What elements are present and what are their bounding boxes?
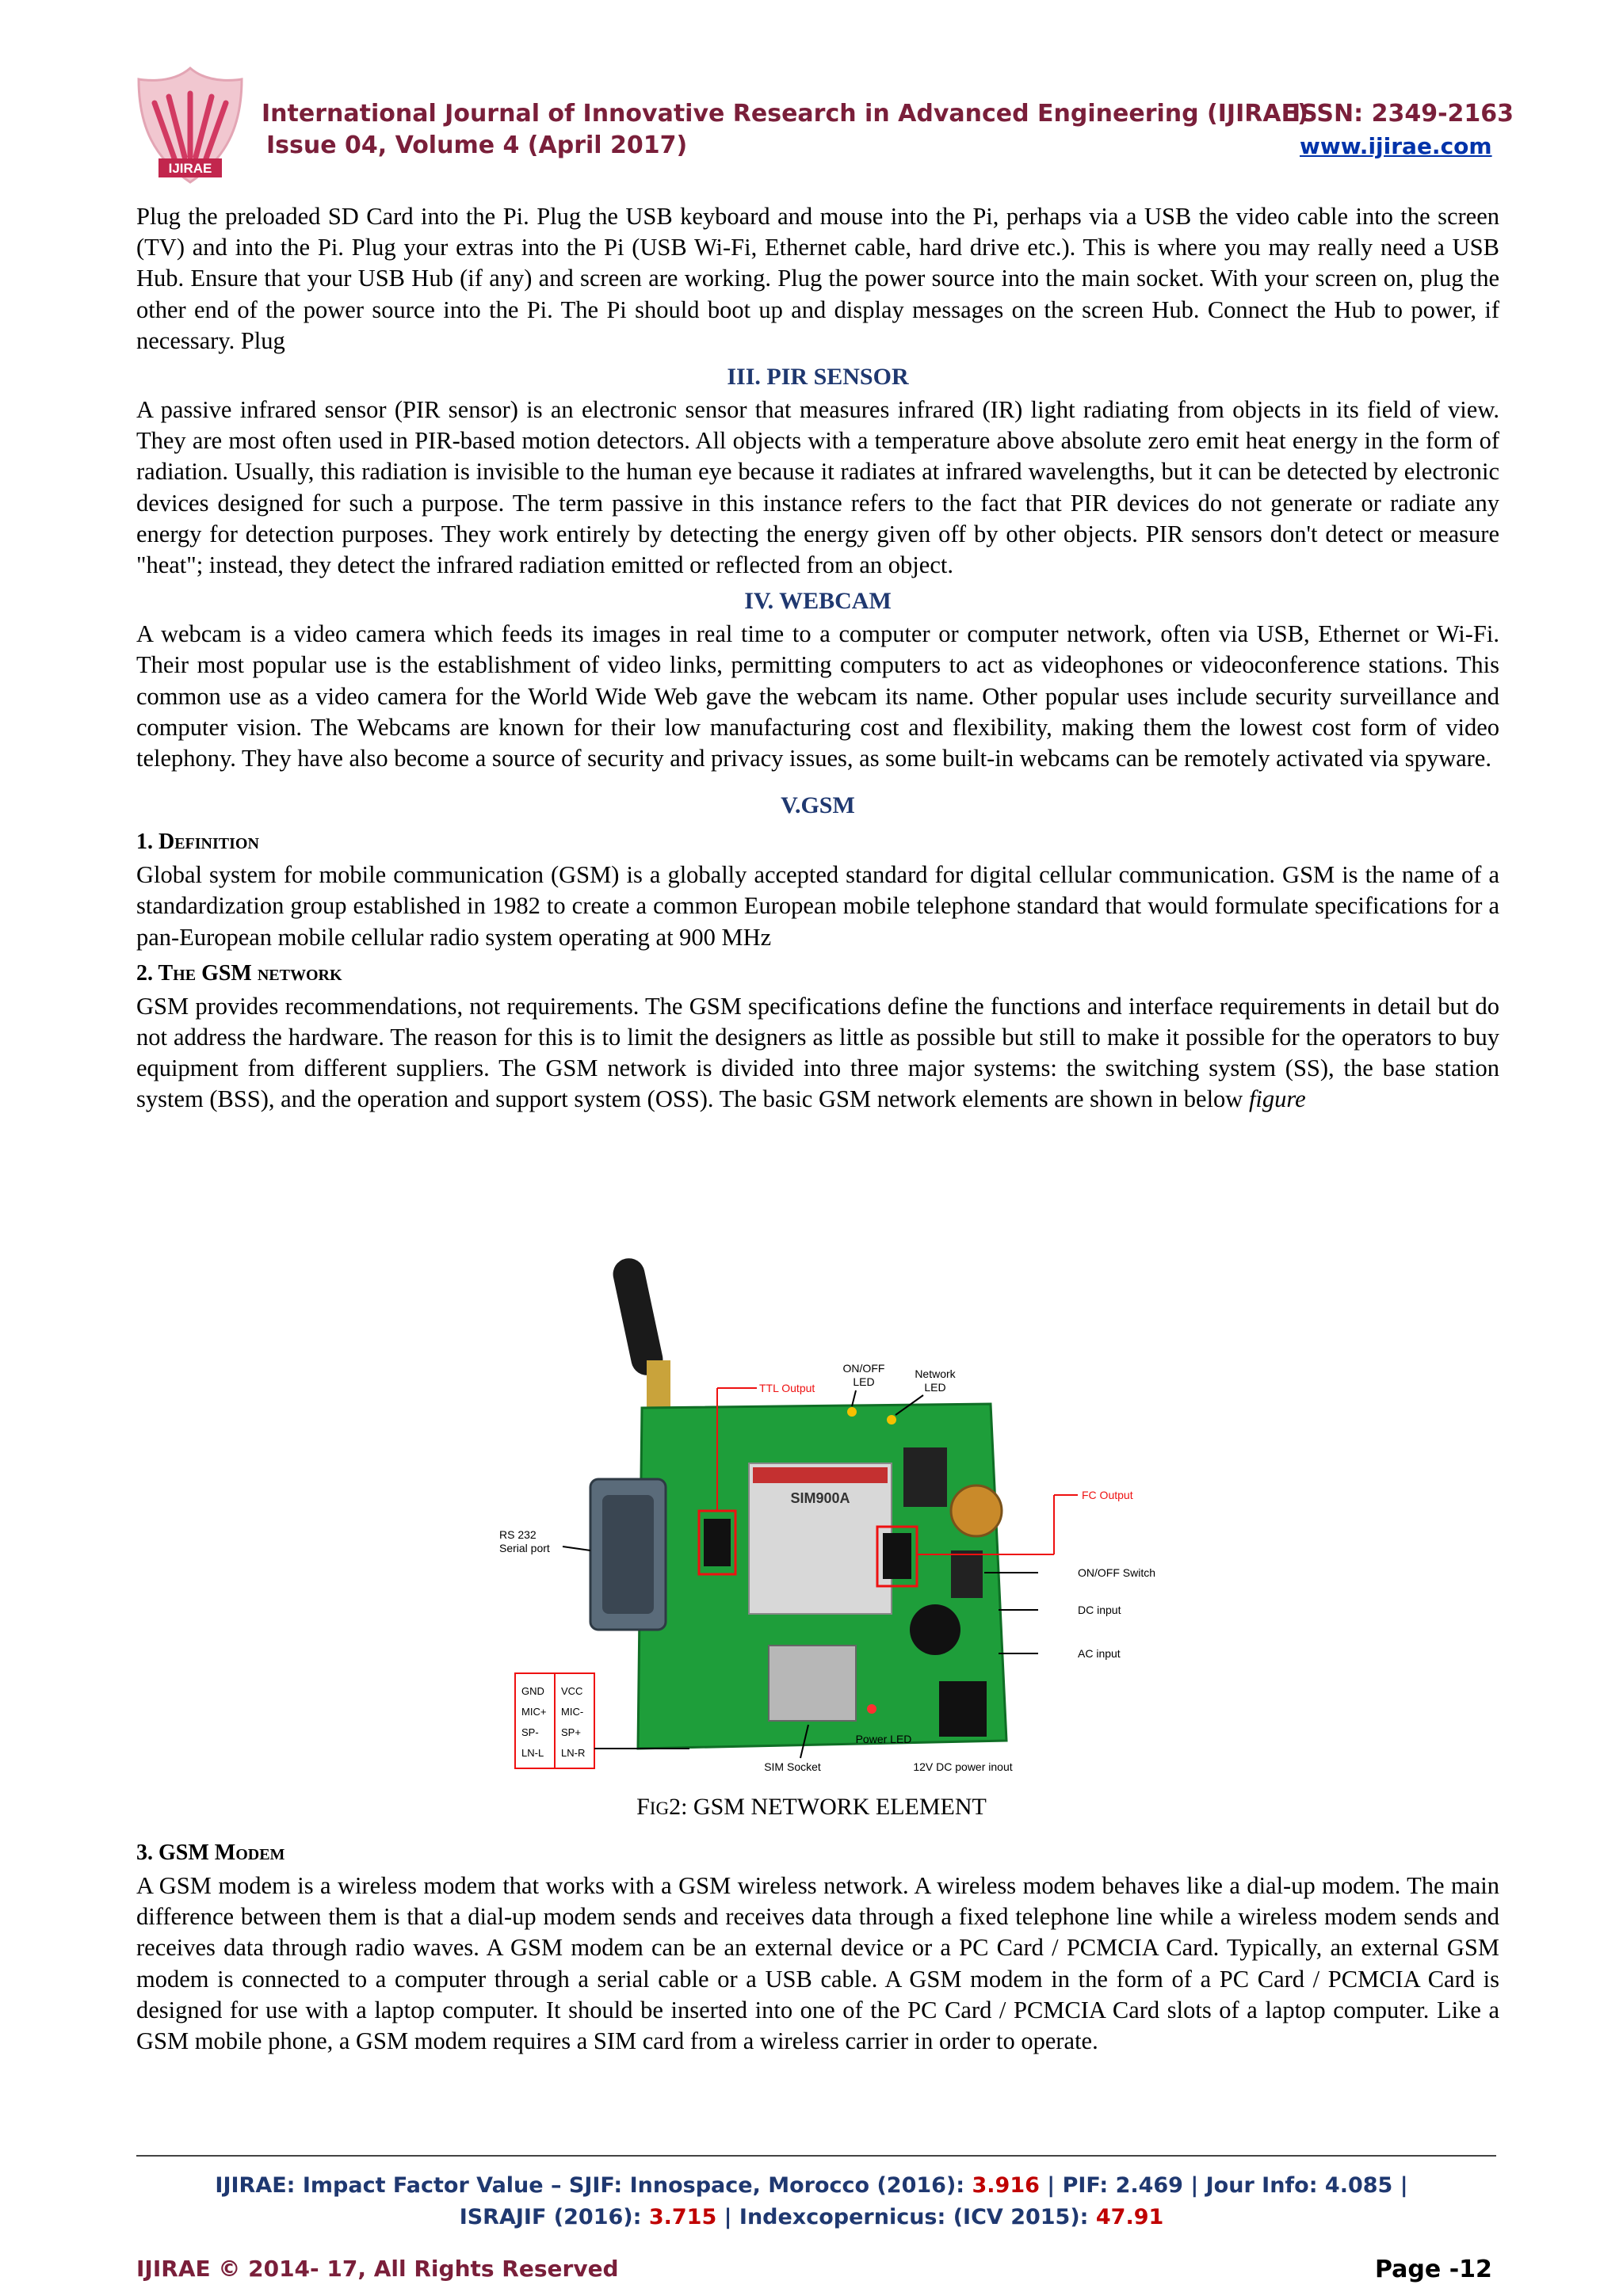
label-dc-input: DC input: [1078, 1604, 1121, 1616]
label-onoff-switch: ON/OFF Switch: [1078, 1566, 1156, 1579]
pin-label: MIC-: [561, 1706, 584, 1718]
pir-paragraph: A passive infrared sensor (PIR sensor) is an electronic sensor that measures infrared (IR) light radiating from objects in its field of view. They are most often used in PIR-based motion detectors. All objects with a temperature above absolute zero emit heat energy in the form of radiation. Usually, this radiation is invisible to the human eye because it radiates at infrared wavelengths, but it can be detected by electronic devices designed for such a purpose. The term passive in this instance refers to the fact that PIR devices do not generate or radiate any energy for detection purposes. They work entirely by detecting the energy given off by other objects. PIR sensors don't detect or measure "heat"; instead, they detect the infrared radiation emitted or reflected from an object.: [136, 396, 1499, 579]
logo-text: IJIRAE: [168, 161, 212, 176]
journal-logo: [131, 63, 250, 190]
label-rs232-line1: RS 232: [499, 1528, 537, 1541]
label-network-led-line1: Network: [915, 1367, 956, 1380]
definition-paragraph: Global system for mobile communication (GSM) is a globally accepted standard for digital cellular communication. GSM is the name of a standardization group established in 1982 to create a common European mobile telephone standard that would formulate specifications for a pan-European mobile cellular radio system operating at 900 MHz: [136, 861, 1499, 951]
section-title-webcam: IV. WEBCAM: [744, 588, 892, 615]
section-title-pir: III. PIR SENSOR: [727, 364, 909, 391]
label-ac-input: AC input: [1078, 1647, 1121, 1660]
page-number: Page -12: [1375, 2256, 1492, 2283]
label-onoff-led-line1: ON/OFF: [842, 1362, 885, 1375]
issn: ISSN: 2349-2163: [1292, 100, 1514, 128]
pin-label: VCC: [561, 1685, 583, 1697]
label-dc-power: 12V DC power inout: [913, 1760, 1013, 1773]
article-body: [136, 201, 1499, 1116]
pin-label: LN-R: [561, 1747, 586, 1759]
section-title-gsm: V.GSM: [781, 792, 855, 819]
webcam-paragraph: A webcam is a video camera which feeds its images in real time to a computer or computer network, often via USB, Ethernet or Wi-Fi. Their most popular use is the establishment of video links, permitting computers to act as videophones or videoconference stations. This common use as a video camera for the World Wide Web gave the webcam its name. Other popular uses include security surveillance and computer vision. The Webcams are known for their low manufacturing cost and flexibility, making them the lowest cost form of video telephony. They have also become a source of security and privacy issues, as some built-in webcams can be remotely activated via spyware.: [136, 620, 1499, 772]
module-chip-label: SIM900A: [790, 1490, 850, 1506]
label-network-led-line2: LED: [924, 1381, 946, 1394]
footer-divider: [136, 2155, 1496, 2157]
subsection-definition: 1. Definition: [136, 830, 259, 855]
article-body-continued: [136, 1833, 1499, 2057]
subsection-network: 2. The GSM network: [136, 960, 342, 986]
label-sim-socket: SIM Socket: [764, 1760, 821, 1773]
pin-label: SP-: [521, 1726, 539, 1738]
footer-impact-line-1: IJIRAE: Impact Factor Value – SJIF: Innospace, Morocco (2016): 3.916 | PIF: 2.469 | Jour Info: 4.085 |: [215, 2173, 1408, 2198]
figure-caption: FIG2: GSM NETWORK ELEMENT: [636, 1794, 987, 1820]
network-paragraph: GSM provides recommendations, not requirements. The GSM specifications define the functions and interface requirements in detail but do not address the hardware. The reason for this is to limit the designers as little as possible but still to make it possible for the operators to buy equipment from different suppliers. The GSM network is divided into three major systems: the switching system (SS), the base station system (BSS), and the operation and support system (OSS). The basic GSM network elements are shown in below figure: [136, 992, 1499, 1113]
issue-info: Issue 04, Volume 4 (April 2017): [266, 132, 688, 159]
label-rs232-line2: Serial port: [499, 1542, 550, 1554]
subsection-modem: 3. GSM Modem: [136, 1840, 285, 1865]
journal-title-line: [262, 100, 1514, 128]
label-power-led: Power LED: [855, 1733, 912, 1745]
label-ttl-output: TTL Output: [759, 1382, 815, 1394]
journal-url-link[interactable]: www.ijirae.com: [1300, 133, 1492, 159]
modem-paragraph: A GSM modem is a wireless modem that works with a GSM wireless network. A wireless modem behaves like a dial-up modem. The main difference between them is that a dial-up modem sends and receives data through a fixed telephone line while a wireless modem sends and receives data through radio waves. A GSM modem can be an external device or a PC Card / PCMCIA Card. Typically, an external GSM modem is connected to a computer through a serial cable or a USB cable. A GSM modem in the form of a PC Card / PCMCIA Card is designed for use with a laptop computer. It should be inserted into one of the PC Card / PCMCIA Card slots of a laptop computer. Like a GSM mobile phone, a GSM modem requires a SIM card from a wireless carrier in order to operate.: [136, 1872, 1499, 2055]
copyright: IJIRAE © 2014- 17, All Rights Reserved: [136, 2256, 619, 2282]
footer-impact-line-2: ISRAJIF (2016): 3.715 | Indexcopernicus: (ICV 2015): 47.91: [459, 2205, 1164, 2229]
pin-label: LN-L: [521, 1747, 544, 1759]
journal-name: International Journal of Innovative Research in Advanced Engineering (IJIRAE): [262, 100, 1308, 128]
gsm-modem-figure: [452, 1241, 1186, 1793]
pin-label: SP+: [561, 1726, 581, 1738]
label-fc-output: FC Output: [1082, 1489, 1133, 1501]
pin-label: MIC+: [521, 1706, 547, 1718]
intro-paragraph: Plug the preloaded SD Card into the Pi. Plug the USB keyboard and mouse into the Pi, perhaps via a USB the video cable into the screen (TV) and into the Pi. Plug your extras into the Pi (USB Wi-Fi, Ethernet cable, hard drive etc.). This is where you may really need a USB Hub. Ensure that your USB Hub (if any) and screen are working. Plug the power source into the main socket. With your screen on, plug the other end of the power source into the Pi. The Pi should boot up and display messages on the screen Hub. Connect the Hub to power, if necessary. Plug: [136, 203, 1499, 354]
pin-label: GND: [521, 1685, 544, 1697]
label-onoff-led-line2: LED: [853, 1375, 875, 1388]
